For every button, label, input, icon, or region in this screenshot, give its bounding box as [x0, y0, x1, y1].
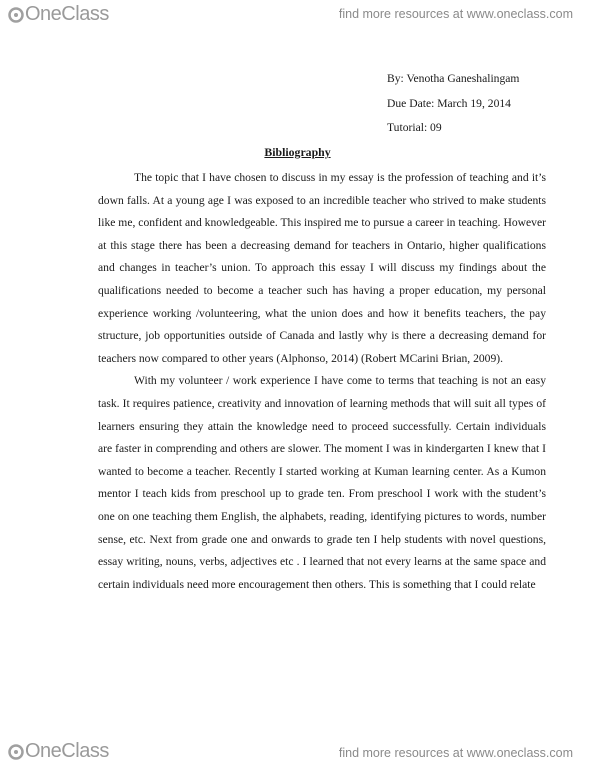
assignment-header — [387, 67, 519, 141]
author-line: By: Venotha Ganeshalingam — [387, 72, 520, 85]
paragraph-1: The topic that I have chosen to discuss in my essay is the profession of teaching and it’s down falls. At a young age I was exposed to an incredible teacher who strived to make students like me, confident and knowledgeable. This inspired me to pursue a career in teaching. However at this stage there has been a decreasing demand for teachers in Ontario, higher qualifications and changes in teacher’s union. To approach this essay I will discuss my findings about the qualifications needed to become a teacher such has having a proper education, my personal experience working /volunteering, what the union does and how it benefits teachers, the pay structure, job opportunities outside of Canada and lastly why is there a decreasing demand for teachers now compared to other years (Alphonso, 2014) (Robert MCarini Brian, 2009). — [98, 171, 546, 365]
document-title: Bibliography — [264, 145, 331, 159]
oneclass-logo-text: OneClass — [25, 740, 109, 762]
document-body — [98, 167, 546, 596]
due-date-line: Due Date: March 19, 2014 — [387, 96, 511, 110]
promo-link-top[interactable]: find more resources at www.oneclass.com — [338, 7, 573, 21]
oneclass-logo-icon — [8, 7, 24, 23]
paragraph-2: With my volunteer / work experience I have come to terms that teaching is not an easy task. It requires patience, creativity and innovation of learning methods that will suit all types of learners ensuring they attain the knowledge need to proceed successfully. Certain individuals are faster in comprending and others are slower. The moment I was in kindergarten I knew that I wanted to become a teacher. Recently I started working at Kuman learning center. As a Kumon mentor I teach kids from preschool up to grade ten. From preschool I work with the student’s one on one teaching them English, the alphabets, reading, identifying pictures to words, number sense, etc. Next from grade one and onwards to grade ten I help students with novel questions, essay writing, nouns, verbs, adjectives etc . I learned that not every learns at the same space and certain individuals need more encouragement then others. This is something that I could relate — [98, 374, 546, 591]
promo-link-bottom[interactable]: find more resources at www.oneclass.com — [338, 746, 573, 760]
oneclass-logo-bottom — [8, 740, 109, 763]
tutorial-line: Tutorial: 09 — [387, 121, 442, 134]
oneclass-logo-top — [8, 3, 109, 26]
oneclass-logo-icon — [8, 744, 24, 760]
oneclass-logo-text: OneClass — [25, 3, 109, 25]
